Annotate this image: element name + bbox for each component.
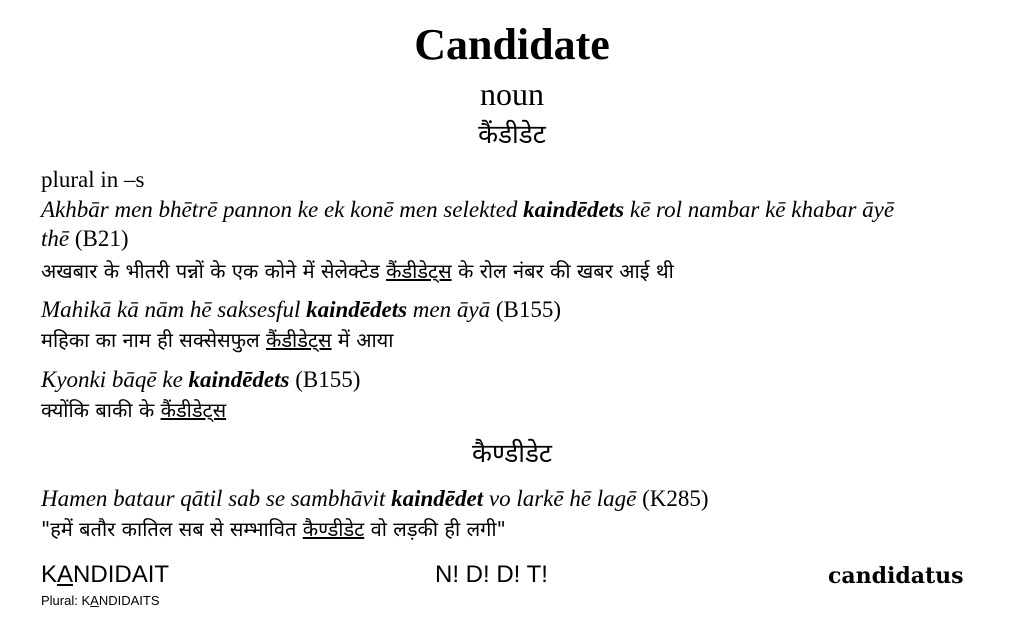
example-3-ref: (B155) xyxy=(295,367,361,392)
example-3-hindi: क्योंकि बाकी के कैंडीडेट्स xyxy=(41,398,227,422)
example-1-transliteration-cont: thē (B21) xyxy=(41,226,129,251)
variant-headword: कैण्डीडेट xyxy=(472,439,552,469)
example-2-hindi: महिका का नाम ही सक्सेसफुल कैंडीडेट्स में आया xyxy=(41,328,394,352)
plural-note: plural in –s xyxy=(41,167,145,192)
hindi-headword: कैंडीडेट xyxy=(478,120,546,150)
example-1-hindi: अखबार के भीतरी पन्नों के एक कोने में सेलेक्टेड कैंडीडेट्स के रोल नंबर की खबर आई थी xyxy=(41,259,674,283)
variant-example-transliteration: Hamen bataur qātil sab se sambhāvit kaindēdet vo larkē hē lagē (K285) xyxy=(41,486,709,511)
part-of-speech: noun xyxy=(480,76,544,112)
syllable-breakdown: N! D! D! T! xyxy=(435,561,548,588)
phonetic-plural: Plural: KANDIDAITS xyxy=(41,593,160,608)
variant-example-hindi: "हमें बतौर कातिल सब से सम्भावित कैण्डीडेट वो लड़की ही लगी" xyxy=(41,517,506,541)
phonetic-spelling: KANDIDAIT xyxy=(41,561,170,588)
example-1-transliteration: Akhbār men bhētrē pannon ke ek konē men selekted kaindēdets kē rol nambar kē khabar āyē xyxy=(41,197,895,222)
example-2-ref: (B155) xyxy=(495,297,561,322)
example-2-transliteration: Mahikā kā nām hē saksesful kaindēdets men āyā (B155) xyxy=(41,297,561,322)
example-1-ref: (B21) xyxy=(74,226,129,251)
example-3-transliteration: Kyonki bāqē ke kaindēdets (B155) xyxy=(41,367,361,392)
variant-example-ref: (K285) xyxy=(642,486,709,511)
latin-etymology: candidatus xyxy=(828,563,964,589)
headword: Candidate xyxy=(414,20,610,69)
